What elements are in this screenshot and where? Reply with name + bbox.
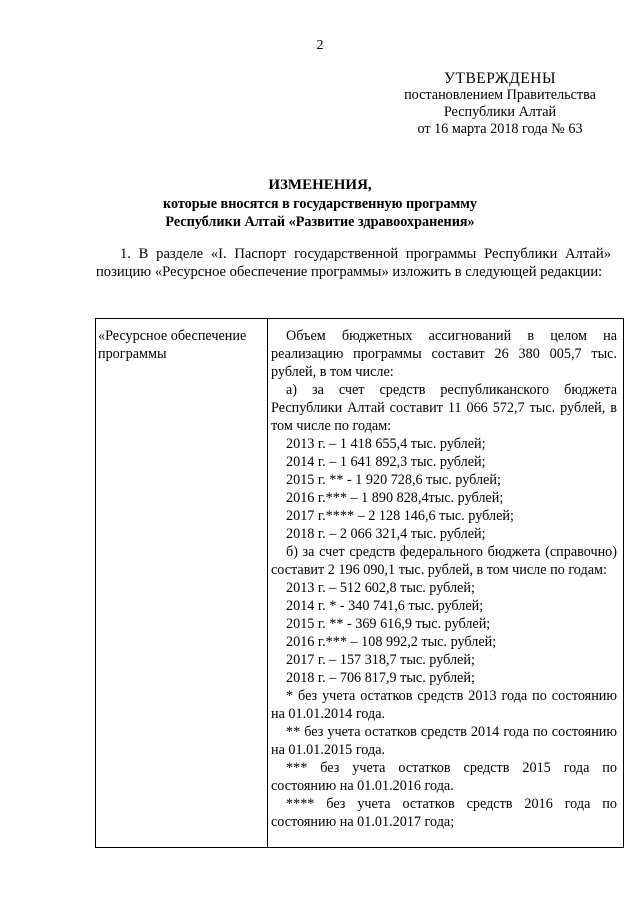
table-list-item: 2017 г. – 157 318,7 тыс. рублей; xyxy=(286,652,475,668)
table-list-item: 2014 г. – 1 641 892,3 тыс. рублей; xyxy=(286,454,486,470)
heading-title: ИЗМЕНЕНИЯ, xyxy=(268,177,372,193)
footnote: *** без учета остатков средств 2015 года по состоянию на 01.01.2016 года. xyxy=(271,760,617,794)
document-heading xyxy=(0,176,640,232)
table-list-item: 2017 г.**** – 2 128 146,6 тыс. рублей; xyxy=(286,508,514,524)
table-list-item: 2013 г. – 512 602,8 тыс. рублей; xyxy=(286,580,475,596)
heading-line-3: Республики Алтай «Развитие здравоохранения» xyxy=(165,214,475,230)
footnote: ** без учета остатков средств 2014 года по состоянию на 01.01.2015 года. xyxy=(271,724,617,758)
column-divider xyxy=(267,319,268,847)
table-list-item: 2016 г.*** – 1 890 828,4тыс. рублей; xyxy=(286,490,504,506)
approval-block xyxy=(380,70,620,138)
footnote: **** без учета остатков средств 2016 года по состоянию на 01.01.2017 года; xyxy=(271,796,617,830)
table-list-item: 2015 г. ** - 1 920 728,6 тыс. рублей; xyxy=(286,472,501,488)
page-number: 2 xyxy=(316,38,324,53)
table-list-item: 2014 г. * - 340 741,6 тыс. рублей; xyxy=(286,598,484,614)
approval-line-1: постановлением Правительства xyxy=(404,87,596,103)
footnote: * без учета остатков средств 2013 года по состоянию на 01.01.2014 года. xyxy=(271,688,617,722)
approval-line-3: от 16 марта 2018 года № 63 xyxy=(417,121,583,137)
table-list-item: 2015 г. ** - 369 616,9 тыс. рублей; xyxy=(286,616,491,632)
intro-paragraph: 1. В разделе «I. Паспорт государственной программы Республики Алтай» позицию «Ресурсное обеспечение программы» изложить в следующей редакции: xyxy=(96,246,611,280)
heading-line-2: которые вносятся в государственную программу xyxy=(162,195,478,212)
resource-table xyxy=(95,318,624,848)
table-list-item: 2018 г. – 706 817,9 тыс. рублей; xyxy=(286,670,475,686)
table-paragraph: а) за счет средств республиканского бюджета Республики Алтай составит 11 066 572,7 тыс. рублей, в том числе по годам: xyxy=(271,382,617,434)
table-right-cell xyxy=(271,327,617,831)
table-left-cell: «Ресурсное обеспечение программы xyxy=(98,328,247,362)
approval-line-2: Республики Алтай xyxy=(443,104,557,120)
table-list-item: 2013 г. – 1 418 655,4 тыс. рублей; xyxy=(286,436,486,452)
table-list-item: 2018 г. – 2 066 321,4 тыс. рублей; xyxy=(286,526,486,542)
table-paragraph: б) за счет средств федерального бюджета (справочно) составит 2 196 090,1 тыс. рублей, в том числе по годам: xyxy=(271,544,617,578)
approval-title: УТВЕРЖДЕНЫ xyxy=(444,70,556,87)
table-paragraph: Объем бюджетных ассигнований в целом на реализацию программы составит 26 380 005,7 тыс. рублей, в том числе: xyxy=(271,328,617,380)
table-list-item: 2016 г.*** – 108 992,2 тыс. рублей; xyxy=(286,634,497,650)
